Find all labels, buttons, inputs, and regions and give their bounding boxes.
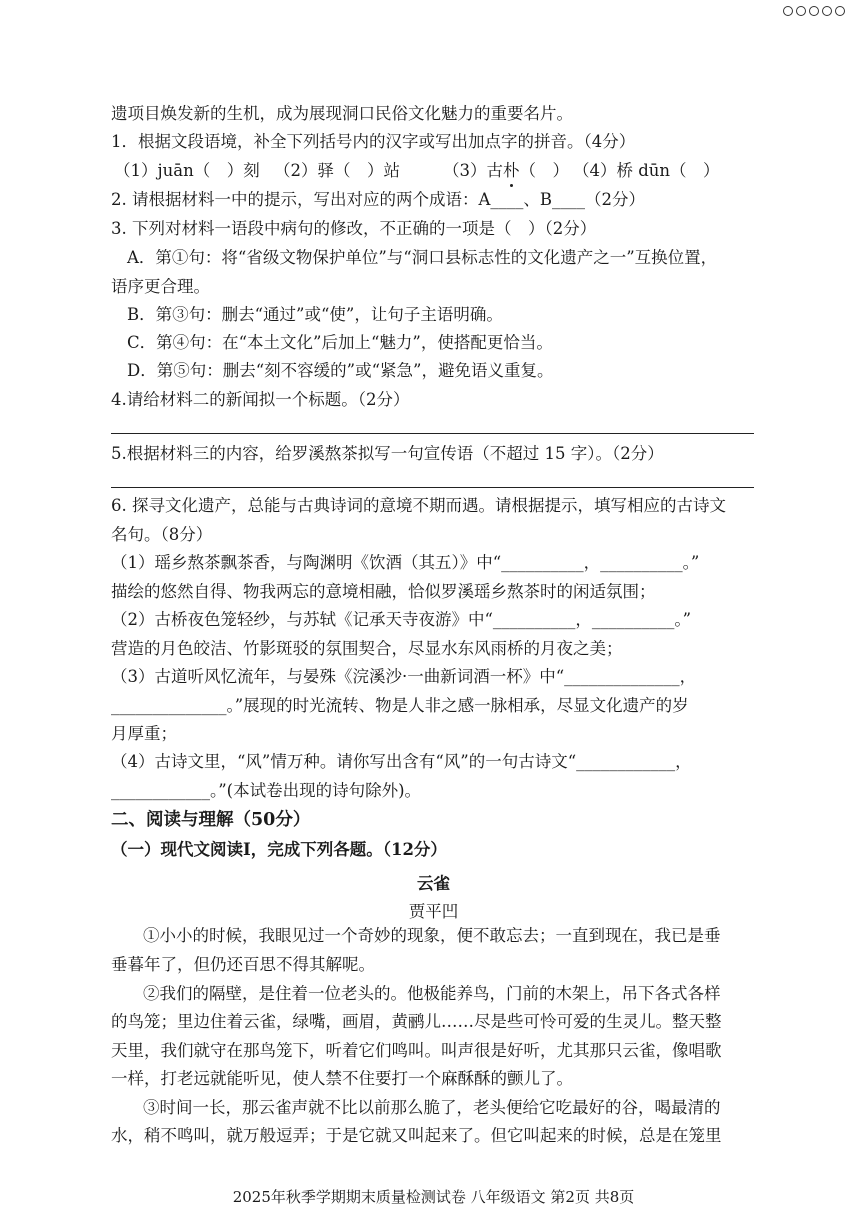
- q6-item-2: （2）古桥夜色笼轻纱，与苏轼《记承天寺夜游》中“__________，__________。”: [111, 610, 692, 629]
- binding-holes: [783, 6, 845, 16]
- binding-hole: [796, 6, 806, 16]
- option-c: C．第④句：在“本土文化”后加上“魅力”，使搭配更恰当。: [127, 333, 553, 352]
- option-a-cont: 语序更合理。: [111, 277, 210, 296]
- answer-line: [111, 433, 754, 434]
- q6-item-3-cont: ______________。”展现的时光流转、物是人非之感一脉相承，尽显文化遗产的岁: [111, 696, 689, 715]
- binding-hole: [809, 6, 819, 16]
- article-author: 贾平凹: [408, 902, 459, 921]
- article-title: 云雀: [417, 874, 450, 893]
- q6-item-2-cont: 营造的月色皎洁、竹影斑驳的氛围契合，尽显水东风雨桥的月夜之美；: [111, 639, 623, 658]
- paragraph-line: 一样，打老远就能听见，使人禁不住要打一个麻酥酥的颤儿了。: [111, 1069, 573, 1088]
- emphasis-dot-char: 朴: [503, 161, 520, 180]
- paragraph-line: ①小小的时候，我眼见过一个奇妙的现象，便不敢忘去；一直到现在，我已是垂: [143, 926, 721, 945]
- q1-item-2: （2）驿（ ）站: [274, 161, 400, 180]
- q1-item-4: （4）桥 dūn（ ）: [573, 161, 720, 180]
- q6-item-3-cont2: 月厚重；: [111, 724, 177, 743]
- subsection-heading: （一）现代文阅读Ⅰ，完成下列各题。（12分）: [111, 840, 447, 859]
- binding-hole: [835, 6, 845, 16]
- q6-item-1-cont: 描绘的悠然自得、物我两忘的意境相融，恰似罗溪瑶乡熬茶时的闲适氛围；: [111, 582, 656, 601]
- paragraph-line: 天里，我们就守在那鸟笼下，听着它们鸣叫。叫声很是好听，尤其那只云雀，像唱歌: [111, 1041, 722, 1060]
- question-3: 3. 下列对材料一语段中病句的修改，不正确的一项是（ ）（2分）: [111, 219, 597, 238]
- text-line: 遗项目焕发新的生机，成为展现洞口民俗文化魅力的重要名片。: [111, 104, 573, 123]
- option-d: D．第⑤句：删去“刻不容缓的”或“紧急”，避免语义重复。: [127, 361, 554, 380]
- question-6: 6. 探寻文化遗产，总能与古典诗词的意境不期而遇。请根据提示，填写相应的古诗文: [111, 496, 726, 515]
- q1-item-3: （3）古朴（ ）: [443, 161, 569, 180]
- q1-item-1: （1）juān（ ）刻: [114, 161, 260, 180]
- q6-item-1: （1）瑶乡熬茶飘茶香，与陶渊明《饮酒（其五）》中“__________，__________。”: [111, 553, 700, 572]
- binding-hole: [822, 6, 832, 16]
- question-5: 5.根据材料三的内容，给罗溪熬茶拟写一句宣传语（不超过 15 字）。（2分）: [111, 444, 664, 463]
- paragraph-line: ③时间一长，那云雀声就不比以前那么脆了，老头便给它吃最好的谷，喝最清的: [143, 1098, 721, 1117]
- paragraph-line: 垂暮年了，但仍还百思不得其解呢。: [111, 955, 375, 974]
- q6-item-4-cont: ____________。”(本试卷出现的诗句除外)。: [111, 781, 422, 800]
- section-heading: 二、阅读与理解（50分）: [111, 810, 311, 830]
- page-footer: 2025年秋季学期期末质量检测试卷 八年级语文 第2页 共8页: [232, 1188, 635, 1206]
- question-1: 1．根据文段语境，补全下列括号内的汉字或写出加点字的拼音。（4分）: [111, 132, 636, 151]
- paragraph-line: ②我们的隔壁，是住着一位老头的。他极能养鸟，门前的木架上，吊下各式各样: [143, 984, 721, 1003]
- answer-line: [111, 487, 754, 488]
- option-b: B．第③句：删去“通过”或“使”，让句子主语明确。: [127, 305, 503, 324]
- q6-item-4: （4）古诗文里，“风”情万种。请你写出含有“风”的一句古诗文“____________，: [111, 752, 692, 771]
- q6-item-3: （3）古道听风忆流年，与晏殊《浣溪沙·一曲新词酒一杯》中“______________，: [111, 667, 697, 686]
- binding-hole: [783, 6, 793, 16]
- question-2: 2. 请根据材料一中的提示，写出对应的两个成语：A____、B____（2分）: [111, 190, 646, 209]
- paragraph-line: 水，稍不鸣叫，就万般逗弄；于是它就又叫起来了。但它叫起来的时候，总是在笼里: [111, 1126, 722, 1145]
- question-4: 4.请给材料二的新闻拟一个标题。（2分）: [111, 390, 410, 409]
- question-6-cont: 名句。（8分）: [111, 525, 213, 544]
- option-a: A．第①句：将“省级文物保护单位”与“洞口县标志性的文化遗产之一”互换位置，: [127, 248, 718, 267]
- paragraph-line: 的鸟笼；里边住着云雀，绿嘴，画眉，黄鹂儿……尽是些可怜可爱的生灵儿。整天整: [111, 1012, 722, 1031]
